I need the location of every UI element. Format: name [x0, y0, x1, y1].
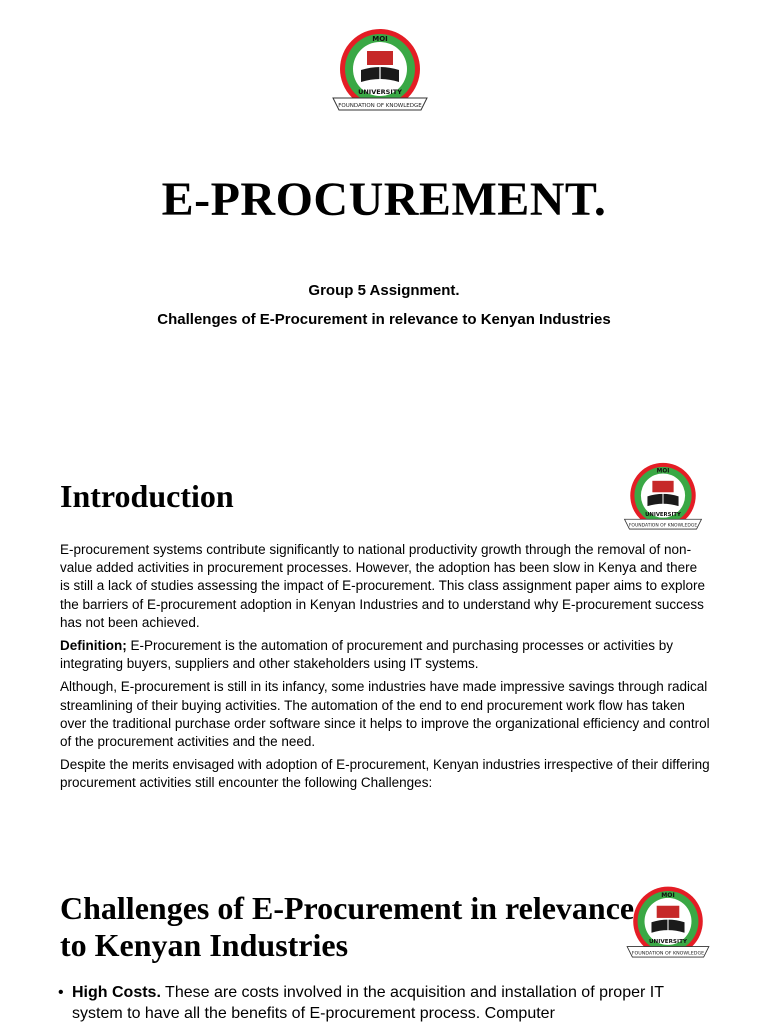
paragraph-challenges-lead: Despite the merits envisaged with adoption of E-procurement, Kenyan industries irrespective of their differing procurement activities still encounter the following Challenges: — [60, 757, 710, 791]
svg-text:MOI: MOI — [661, 892, 675, 900]
svg-text:UNIVERSITY: UNIVERSITY — [648, 939, 688, 946]
list-item — [58, 982, 718, 1024]
subtitle-topic: Challenges of E-Procurement in relevance to Kenyan Industries — [157, 311, 611, 328]
challenges-heading-line1: Challenges of E-Procurement in relevance — [60, 890, 635, 926]
paragraph-intro: E-procurement systems contribute significantly to national productivity growth through the removal of non-value added activities in procurement processes. However, the adoption has been slow in Kenya and there is still a lack of studies assessing the impact of E-procurement. This class assignment paper aims to explore the barriers of E-procurement adoption in Kenyan Industries and to understand why E-procurement success has not been achieved. — [60, 542, 706, 630]
paragraph-infancy: Although, E-procurement is still in its infancy, some industries have made impressive savings through radical streamlining of their buying activities. The automation of the end to end procurement work flow has taken over the traditional purchase order software since it helps to improve the organizational efficiency and control of the procurement activities and the need. — [60, 679, 710, 750]
paragraph-definition — [60, 637, 710, 673]
svg-text:FOUNDATION OF KNOWLEDGE: FOUNDATION OF KNOWLEDGE — [338, 103, 422, 109]
svg-text:MOI: MOI — [372, 35, 388, 43]
subtitle-group: Group 5 Assignment. — [308, 282, 460, 299]
bullet-text: These are costs involved in the acquisition and installation of proper IT system to have all the benefits of E-procurement process. Computer — [72, 984, 664, 1022]
svg-text:FOUNDATION OF KNOWLEDGE: FOUNDATION OF KNOWLEDGE — [628, 523, 698, 529]
definition-label: Definition; — [60, 638, 127, 654]
svg-text:UNIVERSITY: UNIVERSITY — [358, 88, 402, 96]
introduction-heading: Introduction — [60, 478, 234, 514]
title-slide — [0, 0, 768, 440]
svg-text:FOUNDATION OF KNOWLEDGE: FOUNDATION OF KNOWLEDGE — [631, 951, 705, 957]
bullet-title: High Costs. — [72, 984, 161, 1001]
introduction-body — [60, 541, 710, 798]
moi-university-logo — [620, 884, 716, 964]
challenges-list — [58, 982, 718, 1024]
challenges-slide — [0, 860, 768, 1024]
definition-text: E-Procurement is the automation of procurement and purchasing processes or activities by integrating buyers, suppliers and other stakeholders using IT systems. — [60, 638, 674, 672]
challenges-heading — [60, 890, 650, 964]
document-title: E-PROCUREMENT. — [161, 173, 607, 226]
challenges-heading-line2: to Kenyan Industries — [60, 927, 349, 963]
bullet-icon: • — [58, 984, 64, 1001]
svg-text:UNIVERSITY: UNIVERSITY — [645, 512, 681, 518]
moi-university-logo — [325, 26, 435, 118]
moi-university-logo — [618, 460, 708, 536]
svg-text:MOI: MOI — [656, 468, 670, 475]
introduction-slide — [0, 440, 768, 860]
